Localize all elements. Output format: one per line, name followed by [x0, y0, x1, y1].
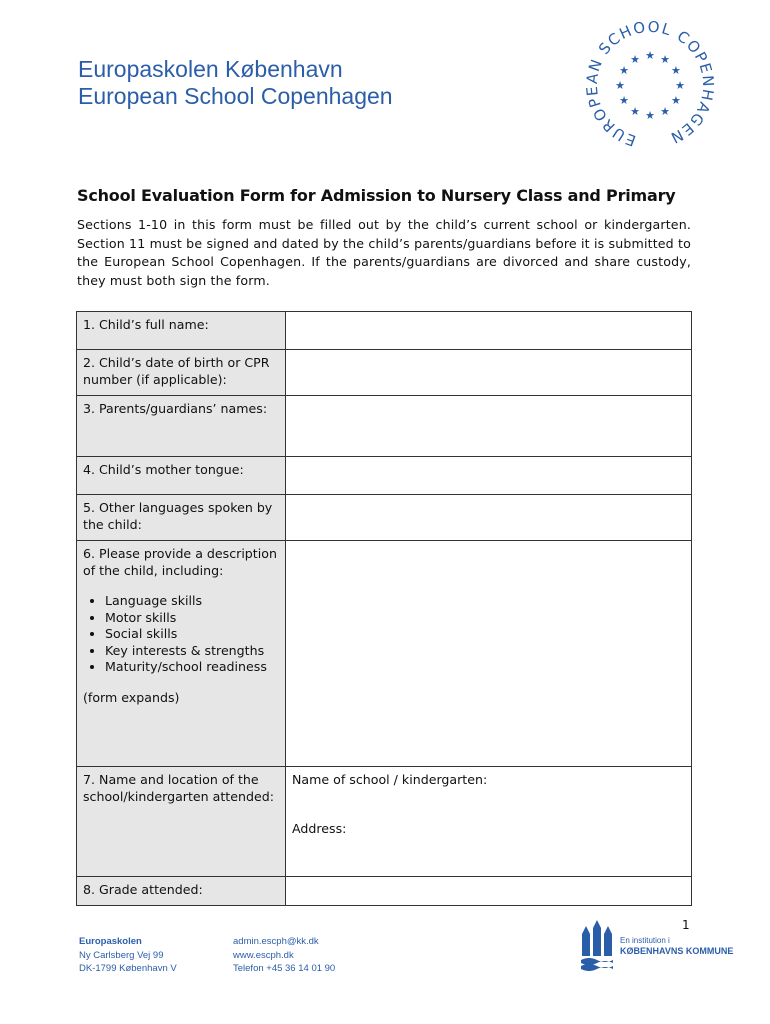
star-icon: ★ — [675, 79, 685, 92]
address-prompt: Address: — [292, 820, 347, 836]
evaluation-form-table — [76, 311, 692, 906]
star-icon: ★ — [645, 49, 655, 62]
school-logo — [575, 20, 725, 150]
star-icon: ★ — [615, 79, 625, 92]
footer-website[interactable]: www.escph.dk — [233, 949, 294, 961]
footer-phone: Telefon +45 36 14 01 90 — [233, 963, 336, 974]
description-label: 6. Please provide a description of the child, including: — [83, 546, 277, 578]
bullet-item: • Key interests & strengths — [105, 643, 279, 660]
description-field[interactable] — [286, 541, 692, 767]
full-name-field[interactable] — [286, 312, 692, 350]
form-instructions: Sections 1-10 in this form must be filled out by the child’s current school or kindergarten. Section 11 must be signed and dated by the child’s parents/guardians before it is submitted to the European School Copenhagen. If the parents/guardians are divorced and share custody, they must both sign the form. — [77, 217, 691, 288]
kk-line1: En institution i — [620, 936, 670, 945]
city-towers-icon — [580, 920, 614, 972]
table-row — [77, 457, 692, 495]
other-languages-field[interactable] — [286, 495, 692, 541]
star-icon: ★ — [645, 109, 655, 122]
table-row — [77, 767, 692, 877]
star-icon: ★ — [630, 104, 640, 118]
row-label: 2. Child’s date of birth or CPR number (if applicable): — [77, 350, 286, 396]
bullet-item: • Language skills — [105, 593, 279, 610]
mother-tongue-field[interactable] — [286, 457, 692, 495]
page-number: 1 — [682, 918, 690, 932]
row-label: 4. Child’s mother tongue: — [77, 457, 286, 495]
star-icon: ★ — [630, 53, 640, 67]
school-name-prompt: Name of school / kindergarten: — [292, 772, 488, 787]
row-label: 8. Grade attended: — [77, 877, 286, 906]
description-bullet-list — [83, 593, 279, 676]
footer-street: Ny Carlsberg Vej 99 — [79, 949, 164, 961]
bullet-item: • Motor skills — [105, 610, 279, 627]
school-info-field[interactable] — [286, 767, 692, 877]
parents-names-field[interactable] — [286, 396, 692, 457]
star-icon: ★ — [619, 94, 629, 107]
footer-city: DK-1799 København V — [79, 963, 177, 974]
table-row — [77, 350, 692, 396]
row-label: 5. Other languages spoken by the child: — [77, 495, 286, 541]
date-of-birth-field[interactable] — [286, 350, 692, 396]
svg-text:EUROPEAN SCHOOL COPENHAGEN: EUROPEAN SCHOOL COPENHAGEN — [582, 20, 718, 150]
star-icon: ★ — [660, 53, 670, 67]
footer-address — [79, 935, 177, 976]
star-icon: ★ — [619, 64, 629, 77]
footer-school-name: Europaskolen — [79, 936, 142, 947]
row-label — [77, 541, 286, 767]
table-row — [77, 396, 692, 457]
table-row — [77, 495, 692, 541]
table-row — [77, 312, 692, 350]
bullet-item: • Maturity/school readiness — [105, 659, 279, 676]
bullet-item: • Social skills — [105, 626, 279, 643]
star-icon: ★ — [671, 94, 681, 107]
school-name-danish: Europaskolen København — [78, 56, 343, 82]
table-row — [77, 877, 692, 906]
form-expands-note: (form expands) — [83, 689, 180, 705]
kk-line2: KØBENHAVNS KOMMUNE — [620, 946, 734, 956]
footer-email[interactable]: admin.escph@kk.dk — [233, 936, 319, 947]
row-label: 7. Name and location of the school/kindergarten attended: — [77, 767, 286, 877]
star-icon: ★ — [660, 104, 670, 118]
row-label: 3. Parents/guardians’ names: — [77, 396, 286, 457]
copenhagen-municipality-logo — [580, 920, 733, 972]
row-label: 1. Child’s full name: — [77, 312, 286, 350]
footer-contact — [233, 935, 335, 976]
school-name — [78, 56, 393, 110]
star-icon: ★ — [671, 64, 681, 77]
grade-attended-field[interactable] — [286, 877, 692, 906]
form-title: School Evaluation Form for Admission to Nursery Class and Primary — [77, 186, 676, 205]
school-name-english: European School Copenhagen — [78, 83, 393, 109]
table-row — [77, 541, 692, 767]
